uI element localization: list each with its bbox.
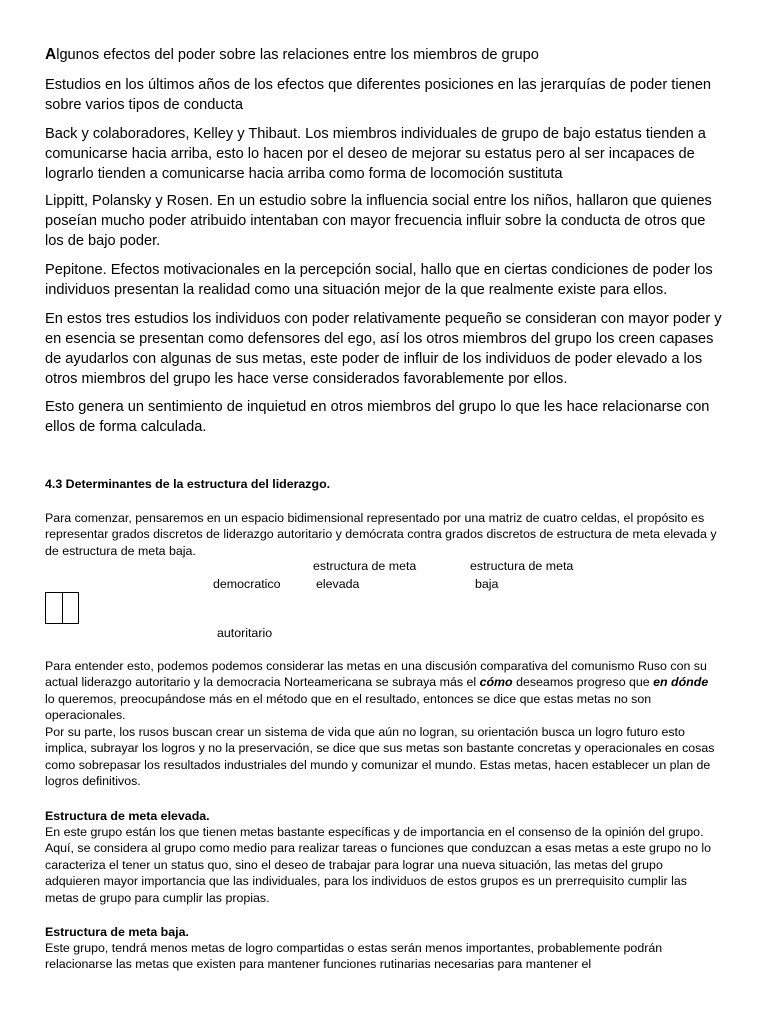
paragraph-pepitone: Pepitone. Efectos motivacionales en la percepción social, hallo que en ciertas condiciones de poder los individuos presentan la realidad como una situación mejor de la que realmente existe para ellos. [45,262,713,298]
matrix-cell-left [46,593,62,623]
paragraph-esto-genera: Esto genera un sentimiento de inquietud en otros miembros del grupo lo que les hace relacionarse con ellos de forma calculada. [45,399,710,435]
entender-emphasis-donde: en dónde [653,675,709,690]
paragraph-rusos: Por su parte, los rusos buscan crear un sistema de vida que aún no logran, su orientación busca un logro futuro esto implica, subrayar los logros y no la preservación, se dice que sus metas son bastante concretas y operacionales en cosas como sobrepasar los resultados industriales del mundo y comunizar el mundo. Estas metas, hacen establecer un plan de logros definitivos. [45,725,715,789]
paragraph-entender [45,658,717,724]
matrix-cell-right [62,593,79,623]
paragraph-meta-elevada: En este grupo están los que tienen metas bastante específicas y de importancia en el consenso de la opinión del grupo. Aquí, se considera al grupo como medio para realizar tareas o funciones que conduzcan a esas metas a este grupo no lo caracteriza el tener un status quo, sino el deseo de trabajar para lograr una nueva situación, las metas del grupo adquieren mayor importancia que las individuales, para los individuos de estos grupos es un prerrequisito cumplir las metas de grupo para cumplir las propias. [45,825,712,905]
heading-meta-baja: Estructura de meta baja. [45,925,189,939]
paragraph-intro: Estudios en los últimos años de los efectos que diferentes posiciones en las jerarquías de poder tienen sobre varios tipos de conducta [45,77,712,113]
title-rest: lgunos efectos del poder sobre las relaciones entre los miembros de grupo [56,47,539,63]
section-heading: 4.3 Determinantes de la estructura del liderazgo. [45,477,331,491]
paragraph-lippitt: Lippitt, Polansky y Rosen. En un estudio sobre la influencia social entre los niños, hallaron que quienes poseían mucho poder atribuido intentaban con mayor frecuencia influir sobre la conducta de otros que los de bajo poder. [45,193,712,249]
col-header-2-line1: estructura de meta [470,559,574,573]
section-title [45,45,725,65]
heading-meta-elevada: Estructura de meta elevada. [45,809,210,823]
row-label-democratico: democratico [213,577,281,591]
entender-text-a: Para entender esto, podemos podemos considerar las metas en una discusión comparativa del comunismo Ruso con su actual liderazgo autoritario y la democracia Norteamericana se subraya más el [45,659,707,690]
col-header-1-line2: elevada [316,577,360,591]
entender-text-c: lo queremos, preocupándose más en el método que en el resultado, entonces se dice que estas metas no son operacionales. [45,691,652,723]
entender-emphasis-como: cómo [479,675,513,690]
title-initial: A [45,46,57,63]
matrix-box [45,592,79,624]
col-header-1-line1: estructura de meta [313,559,417,573]
paragraph-tres-estudios: En estos tres estudios los individuos con poder relativamente pequeño se consideran con mayor poder y en esencia se presentan como defensores del ego, así los otros miembros del grupo los creen capases de ayudarlos con algunas de sus metas, este poder de influir de los individuos de poder elevado a los otros miembros del grupo les hace verse considerados favorablemente por ellos. [45,311,722,387]
paragraph-back: Back y colaboradores, Kelley y Thibaut. Los miembros individuales de grupo de bajo estatus tienden a comunicarse hacia arriba, esto lo hacen por el deseo de mejorar su estatus pero al ser incapaces de lograrlo tienden a comunicarse hacia arriba como forma de locomoción sustituta [45,126,706,182]
paragraph-meta-baja: Este grupo, tendrá menos metas de logro compartidas o estas serán menos importantes, probablemente podrán relacionarse las metas que existen para mantener funciones rutinarias necesarias para mantener el [45,941,663,972]
col-header-2-line2: baja [475,577,499,591]
paragraph-comenzar: Para comenzar, pensaremos en un espacio bidimensional representado por una matriz de cuatro celdas, el propósito es representar grados discretos de liderazgo autoritario y demócrata contra grados discretos de estructura de meta elevada y de estructura de meta baja. [45,511,717,558]
row-label-autoritario: autoritario [217,626,273,640]
entender-text-b: deseamos progreso que [512,675,654,690]
